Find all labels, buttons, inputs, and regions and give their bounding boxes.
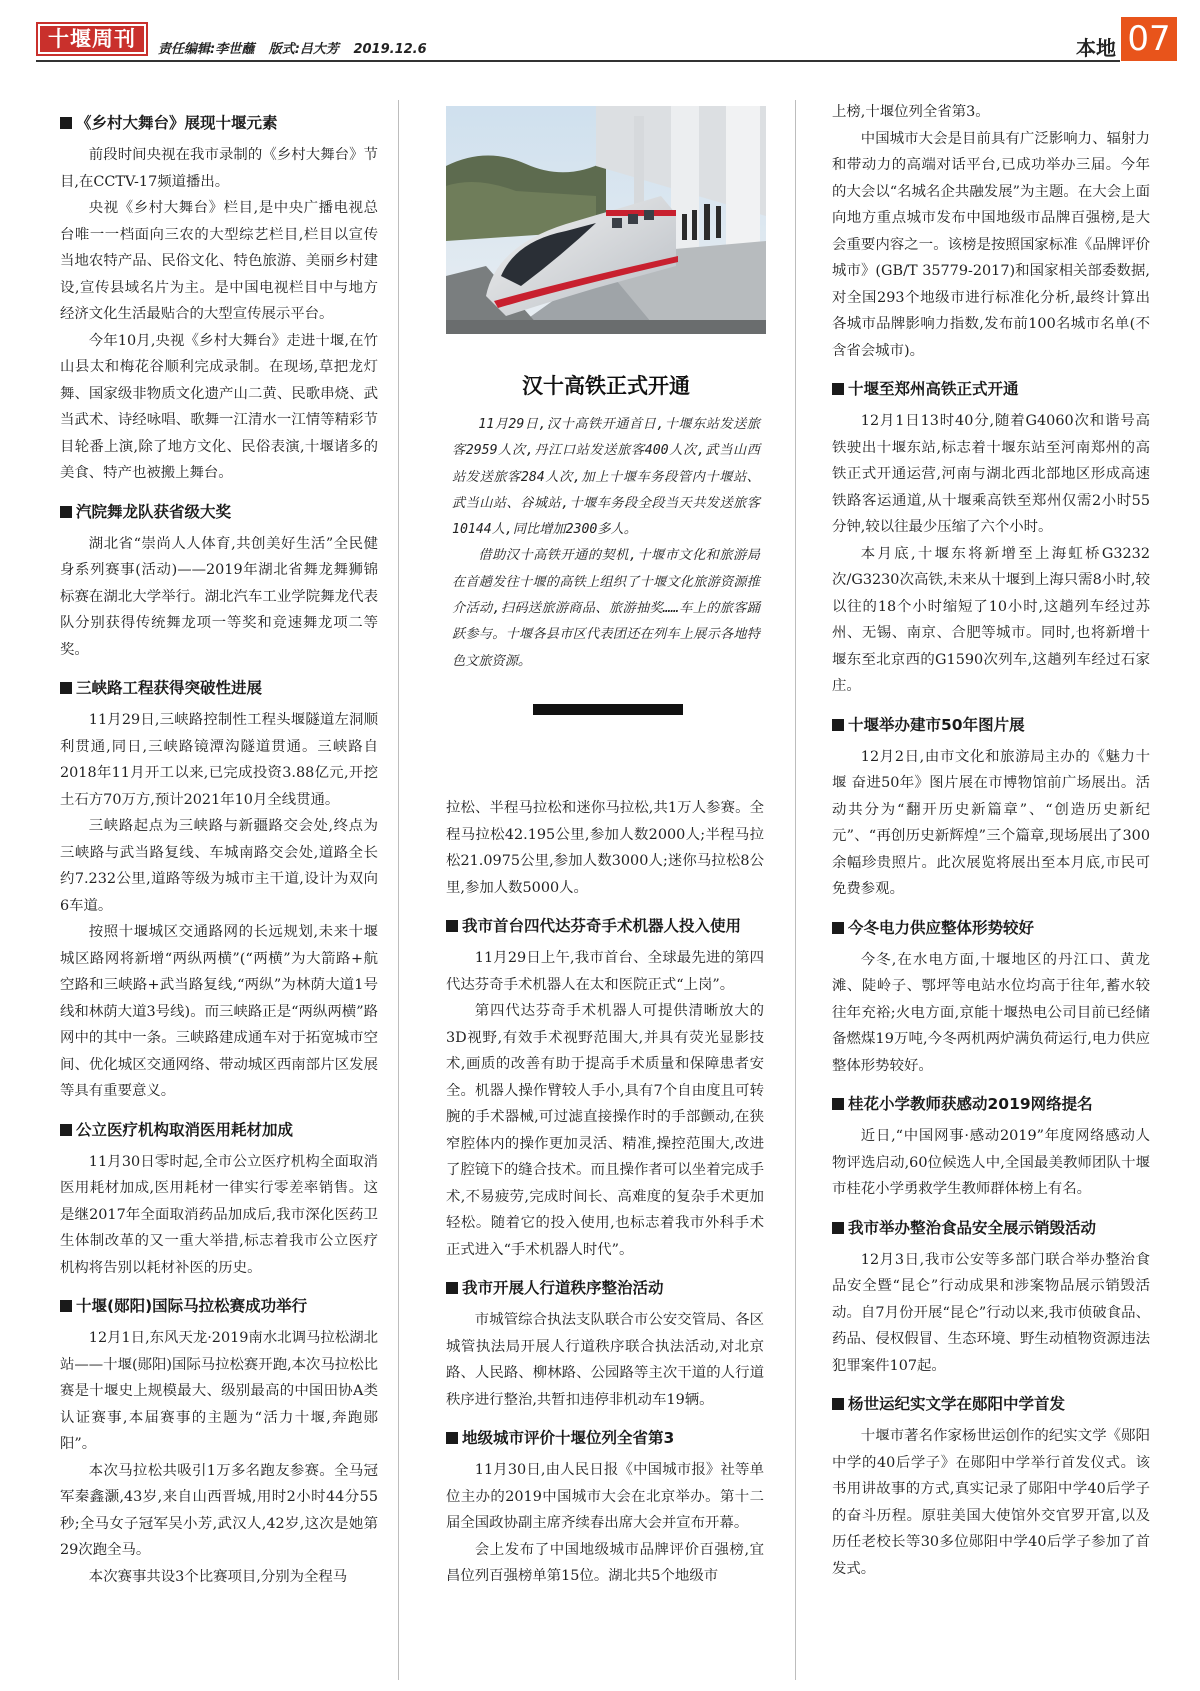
right-column (832, 99, 1150, 1582)
article-heading: 十堰(郧阳)国际马拉松赛成功举行 (60, 1293, 378, 1319)
article-heading: 我市举办整治食品安全展示销毁活动 (832, 1215, 1150, 1241)
article-paragraph: 11月30日零时起,全市公立医疗机构全面取消医用耗材加成,医用耗材一律实行零差率销售。这是继2017年全面取消药品加成后,我市深化医药卫生体制改革的又一重大举措,标志着我市公立医疗机构将告别以耗材补医的历史。 (60, 1153, 378, 1276)
train-photo-illustration (446, 106, 766, 334)
article-paragraph: 市城管综合执法支队联合市公安交管局、各区城管执法局开展人行道秩序联合执法活动,对北京路、人民路、柳林路、公园路等主次干道的人行道秩序进行整治,共暂扣违停非机动车19辆。 (446, 1312, 764, 1408)
issue-date: 2019.12.6 (353, 42, 427, 57)
newspaper-logo: 十堰周刊 (36, 22, 148, 56)
masthead-rule (36, 60, 1120, 62)
article-paragraph: 拉松、半程马拉松和迷你马拉松,共1万人参赛。全程马拉松42.195公里,参加人数2000人;半程马拉松21.0975公里,参加人数3000人;迷你马拉松8公里,参加人数5000人。 (446, 800, 764, 896)
article-heading: 十堰举办建市50年图片展 (832, 712, 1150, 738)
article-paragraph: 近日,“中国网事·感动2019”年度网络感动人物评选启动,60位候选人中,全国最美教师团队十堰市桂花小学勇救学生教师群体榜上有名。 (832, 1128, 1150, 1197)
article-paragraph: 三峡路起点为三峡路与新疆路交会处,终点为三峡路与武当路复线、车城南路交会处,道路全长约7.232公里,道路等级为城市主干道,设计为双向6车道。 (60, 818, 378, 914)
article-paragraph: 今冬,在水电方面,十堰地区的丹江口、黄龙滩、陡岭子、鄂坪等电站水位均高于往年,蓄水较往年充裕;火电方面,京能十堰热电公司目前已经储备燃煤19万吨,今冬两机两炉满负荷运行,电力供应整体形势较好。 (832, 951, 1150, 1074)
article-heading: 公立医疗机构取消医用耗材加成 (60, 1117, 378, 1143)
editor-credit: 责任编辑:李世蘸 (158, 42, 255, 57)
article-paragraph: 11月30日,由人民日报《中国城市报》社等单位主办的2019中国城市大会在北京举办。第十二届全国政协副主席齐续春出席大会并宣布开幕。 (446, 1462, 764, 1531)
article-paragraph: 11月29日上午,我市首台、全球最先进的第四代达芬奇手术机器人在太和医院正式“上岗”。 (446, 950, 764, 993)
article-paragraph: 前段时间央视在我市录制的《乡村大舞台》节目,在CCTV-17频道播出。 (60, 147, 378, 190)
article-heading: 我市首台四代达芬奇手术机器人投入使用 (446, 913, 764, 939)
article-heading: 地级城市评价十堰位列全省第3 (446, 1425, 764, 1451)
page-number: 07 (1121, 17, 1177, 61)
article-paragraph: 会上发布了中国地级城市品牌评价百强榜,宜昌位列百强榜单第15位。湖北共5个地级市 (446, 1541, 764, 1584)
article-paragraph: 11月29日,三峡路控制性工程头堰隧道左洞顺利贯通,同日,三峡路镜潭沟隧道贯通。三峡路自2018年11月开工以来,已完成投资3.88亿元,开挖土石方70万方,预计2021年10月全线贯通。 (60, 712, 378, 808)
article-paragraph: 第四代达芬奇手术机器人可提供清晰放大的3D视野,有效手术视野范围大,并具有荧光显影技术,画质的改善有助于提高手术质量和保障患者安全。机器人操作臂较人手小,具有7个自由度且可转腕的手术器械,可过滤直接操作时的手部颤动,在狭窄腔体内的操作更加灵活、精准,操控范围大,改进了腔镜下的缝合技术。而且操作者可以坐着完成手术,不易疲劳,完成时间长、高难度的复杂手术更加轻松。随着它的投入使用,也标志着我市外科手术正式进入“手术机器人时代”。 (446, 1003, 764, 1258)
article-paragraph: 十堰市著名作家杨世运创作的纪实文学《郧阳中学的40后学子》在郧阳中学举行首发仪式。该书用讲故事的方式,真实记录了郧阳中学40后学子的奋斗历程。原驻美国大使馆外交官罗开富,以及历任老校长等30多位郧阳中学40后学子参加了首发式。 (832, 1428, 1150, 1577)
masthead (0, 0, 1200, 72)
article-paragraph: 上榜,十堰位列全省第3。 (832, 104, 990, 120)
article-paragraph: 12月3日,我市公安等多部门联合举办整治食品安全暨“昆仑”行动成果和涉案物品展示销毁活动。自7月份开展“昆仑”行动以来,我市侦破食品、药品、侵权假冒、生态环境、野生动植物资源违法犯罪案件107起。 (832, 1251, 1150, 1374)
article-paragraph: 本次赛事共设3个比赛项目,分别为全程马 (88, 1568, 348, 1585)
feature-end-bar (533, 704, 683, 715)
article-paragraph: 湖北省“崇尚人人体育,共创美好生活”全民健身系列赛事(活动)——2019年湖北省舞龙舞狮锦标赛在湖北大学举行。湖北汽车工业学院舞龙代表队分别获得传统舞龙项一等奖和竞速舞龙项二等奖。 (60, 535, 378, 658)
middle-column (446, 795, 764, 1590)
article-heading: 汽院舞龙队获省级大奖 (60, 499, 378, 525)
article-paragraph: 12月1日13时40分,随着G4060次和谐号高铁驶出十堰东站,标志着十堰东站至河南郑州的高铁正式开通运营,河南与湖北西北部地区形成高速铁路客运通道,从十堰乘高铁至郑州仅需2小时55分钟,较以往最少压缩了六个小时。 (832, 413, 1150, 535)
left-column (60, 110, 378, 1590)
article-paragraph: 央视《乡村大舞台》栏目,是中央广播电视总台唯一一档面向三农的大型综艺栏目,栏目以宣传当地农特产品、民俗文化、特色旅游、美丽乡村建设,宣传县域名片为主。是中国电视栏目中与地方经济文化生活最贴合的大型宣传展示平台。 (60, 200, 378, 322)
feature-paragraph: 11月29日,汉十高铁开通首日,十堰东站发送旅客2959人次,丹江口站发送旅客400人次,武当山西站发送旅客284人次,加上十堰车务段管内十堰站、武当山站、谷城站,十堰车务段全段当天共发送旅客10144人,同比增加2300多人。 (452, 417, 760, 538)
masthead-meta (158, 38, 437, 57)
column-divider (398, 100, 399, 1680)
article-paragraph: 按照十堰城区交通路网的长远规划,未来十堰城区路网将新增“两纵两横”(“两横”为大箭路+航空路和三峡路+武当路复线,“两纵”为林荫大道1号线和林荫大道3号线)。而三峡路正是“两纵两横”路网中的其中一条。三峡路建成通车对于拓宽城市空间、优化城区交通网络、带动城区西南部片区发展等具有重要意义。 (60, 924, 378, 1099)
article-heading: 桂花小学教师获感动2019网络提名 (832, 1091, 1150, 1117)
article-heading: 《乡村大舞台》展现十堰元素 (60, 110, 378, 136)
article-paragraph: 12月2日,由市文化和旅游局主办的《魅力十堰 奋进50年》图片展在市博物馆前广场展出。活动共分为“翻开历史新篇章”、“创造历史新纪元”、“再创历史新辉煌”三个篇章,现场展出了300余幅珍贵照片。此次展览将展出至本月底,市民可免费参观。 (832, 748, 1150, 897)
article-paragraph: 今年10月,央视《乡村大舞台》走进十堰,在竹山县太和梅花谷顺利完成录制。在现场,草把龙灯舞、国家级非物质文化遗产山二黄、民歌串烧、武当武术、诗经咏唱、歌舞一江清水一江情等精彩节目轮番上演,除了地方文化、民俗表演,十堰诸多的美食、特产也被搬上舞台。 (60, 332, 378, 481)
section-label: 本地 (1076, 36, 1116, 60)
feature-article (452, 412, 760, 675)
article-paragraph: 本月底,十堰东将新增至上海虹桥G3232次/G3230次高铁,未来从十堰到上海只需8小时,较以往的18个小时缩短了10小时,这趟列车经过苏州、无锡、南京、合肥等城市。同时,也将新增十堰东至北京西的G1590次列车,这趟列车经过石家庄。 (832, 545, 1150, 694)
train-photo (446, 106, 766, 334)
feature-title: 汉十高铁正式开通 (522, 374, 690, 398)
article-paragraph: 本次马拉松共吸引1万多名跑友参赛。全马冠军秦鑫灏,43岁,来自山西晋城,用时2小时44分55秒;全马女子冠军吴小芳,武汉人,42岁,这次是她第29次跑全马。 (60, 1462, 378, 1558)
article-heading: 三峡路工程获得突破性进展 (60, 675, 378, 701)
feature-paragraph: 借助汉十高铁开通的契机,十堰市文化和旅游局在首趟发往十堰的高铁上组织了十堰文化旅游资源推介活动,扫码送旅游商品、旅游抽奖……车上的旅客踊跃参与。十堰各县市区代表团还在列车上展示各地特色文旅资源。 (452, 548, 760, 669)
article-paragraph: 12月1日,东风天龙·2019南水北调马拉松湖北站——十堰(郧阳)国际马拉松赛开跑,本次马拉松比赛是十堰史上规模最大、级别最高的中国田协A类认证赛事,本届赛事的主题为“活力十堰,奔跑郧阳”。 (60, 1330, 379, 1452)
layout-credit: 版式:吕大芳 (268, 42, 339, 57)
article-paragraph: 中国城市大会是目前具有广泛影响力、辐射力和带动力的高端对话平台,已成功举办三届。今年的大会以“名城名企共融发展”为主题。在大会上面向地方重点城市发布中国地级市品牌百强榜,是大会重要内容之一。该榜是按照国家标准《品牌评价城市》(GB/T 35779-2017)和国家相关部委数据,对全国293个地级市进行标准化分析,最终计算出各城市品牌影响力指数,发布前100名城市名单(不含省会城市)。 (832, 130, 1150, 359)
column-divider (795, 100, 796, 1680)
article-heading: 今冬电力供应整体形势较好 (832, 915, 1150, 941)
article-heading: 我市开展人行道秩序整治活动 (446, 1275, 764, 1301)
article-heading: 杨世运纪实文学在郧阳中学首发 (832, 1391, 1150, 1417)
article-heading: 十堰至郑州高铁正式开通 (832, 376, 1150, 402)
